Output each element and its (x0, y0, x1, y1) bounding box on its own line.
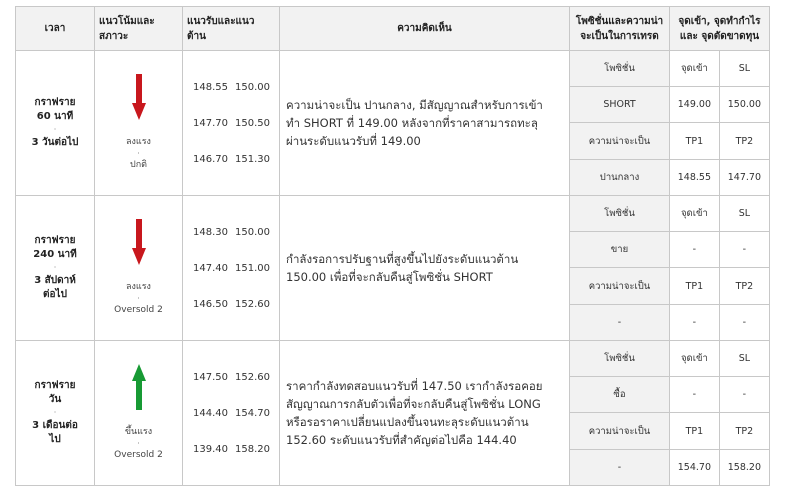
resistance-level: 151.00 (235, 262, 270, 274)
down-arrow-icon (132, 219, 146, 265)
position-label: โพซิชั่น (570, 341, 670, 377)
trend-box (95, 74, 182, 172)
resistance-level: 150.50 (235, 117, 270, 129)
timeframe-cell (16, 196, 95, 341)
comment-line: 150.00 เพื่อที่จะกลับคืนสู่โพซิชั่น SHORT (286, 270, 493, 284)
header-support-resistance: แนวรับและแนว ต้าน (183, 7, 280, 51)
support-level: 147.40 (193, 262, 228, 274)
comment-line: สัญญาณการกลับตัวเพื่อที่จะกลับคืนสู่โพซิชั่น LONG (286, 397, 541, 411)
position-table (570, 196, 769, 340)
support-resistance-cell (183, 196, 280, 341)
comment-cell (280, 196, 570, 341)
position-row (570, 377, 769, 413)
timeframe-cell (16, 51, 95, 196)
position-row (570, 159, 769, 195)
trend-strength: ลงแรง (126, 137, 151, 147)
position-value: - (670, 304, 720, 340)
timeframe-text: 60 นาที (36, 111, 74, 122)
header-position: โพซิชั่นและความน่า จะเป็นในการเทรด (570, 7, 670, 51)
position-value: ขาย (570, 232, 670, 268)
resistance-level: 150.00 (235, 81, 270, 93)
level-pair (193, 395, 279, 431)
position-label: จุดเข้า (670, 51, 720, 87)
position-label: ความน่าจะเป็น (570, 268, 670, 304)
timeframe-text: 240 นาที (33, 249, 77, 260)
position-value: 154.70 (670, 449, 720, 485)
support-level: 139.40 (193, 443, 228, 455)
position-label: TP2 (719, 413, 769, 449)
timeframe-text: 3 วันต่อไป (31, 137, 79, 148)
support-level: 146.50 (193, 298, 228, 310)
comment-cell (280, 341, 570, 486)
position-row (570, 341, 769, 377)
position-value: 158.20 (719, 449, 769, 485)
position-label: ความน่าจะเป็น (570, 413, 670, 449)
trend-box (95, 219, 182, 317)
header-trend: แนวโน้มและ สภาวะ (95, 7, 183, 51)
support-level: 144.40 (193, 407, 228, 419)
timeframe-text: 3 เดือนต่อ (32, 420, 78, 431)
separator-dot: · (53, 263, 57, 272)
header-time: เวลา (16, 7, 95, 51)
timeframe-text: วัน (48, 394, 62, 405)
resistance-level: 154.70 (235, 407, 270, 419)
timeframe-cell (16, 341, 95, 486)
position-label: TP1 (670, 413, 720, 449)
position-value: - (719, 304, 769, 340)
position-value: 149.00 (670, 87, 720, 123)
support-level: 147.70 (193, 117, 228, 129)
separator-dot: · (137, 149, 140, 158)
comment-line: 152.60 ระดับแนวรับที่สำคัญต่อไปคือ 144.40 (286, 433, 517, 447)
position-row (570, 413, 769, 449)
position-value: 148.55 (670, 159, 720, 195)
support-level: 148.30 (193, 226, 228, 238)
position-row (570, 449, 769, 485)
position-label: ความน่าจะเป็น (570, 123, 670, 159)
timeframe-text: กราฟราย (34, 97, 76, 108)
separator-dot: · (53, 125, 57, 134)
position-label: จุดเข้า (670, 341, 720, 377)
comment-line: ความน่าจะเป็น ปานกลาง, มีสัญญาณสำหรับการเข้า (286, 98, 543, 112)
trend-cell (95, 196, 183, 341)
position-cell (570, 51, 770, 196)
position-label: จุดเข้า (670, 196, 720, 232)
position-row (570, 123, 769, 159)
level-pair (193, 359, 279, 395)
trend-cell (95, 341, 183, 486)
support-resistance-cell (183, 341, 280, 486)
comment-line: ทำ SHORT ที่ 149.00 หลังจากที่ราคาสามารถทะลุ (286, 116, 538, 130)
position-row (570, 51, 769, 87)
position-table (570, 51, 769, 195)
resistance-level: 152.60 (235, 371, 270, 383)
position-value: - (570, 304, 670, 340)
position-value: ซื้อ (570, 377, 670, 413)
position-label: TP1 (670, 123, 720, 159)
position-row (570, 304, 769, 340)
level-pair (193, 214, 279, 250)
timeframe-text: กราฟราย (34, 380, 76, 391)
support-level: 147.50 (193, 371, 228, 383)
trend-strength: ลงแรง (126, 282, 151, 292)
timeframe-row (16, 51, 770, 196)
support-resistance-cell (183, 51, 280, 196)
position-value: - (570, 449, 670, 485)
position-label: โพซิชั่น (570, 196, 670, 232)
resistance-level: 151.30 (235, 153, 270, 165)
support-level: 148.55 (193, 81, 228, 93)
timeframe-text: กราฟราย (34, 235, 76, 246)
trend-box (95, 364, 182, 462)
level-pair (193, 286, 279, 322)
resistance-level: 158.20 (235, 443, 270, 455)
up-arrow-icon (132, 364, 146, 410)
position-value: 147.70 (719, 159, 769, 195)
position-row (570, 87, 769, 123)
position-row (570, 268, 769, 304)
position-value: - (719, 377, 769, 413)
position-row (570, 232, 769, 268)
resistance-level: 152.60 (235, 298, 270, 310)
position-label: TP2 (719, 268, 769, 304)
level-pair (193, 105, 279, 141)
position-label: SL (719, 341, 769, 377)
timeframe-text: ต่อไป (43, 289, 67, 300)
separator-dot: · (137, 439, 140, 448)
header-row (16, 7, 770, 51)
position-value: SHORT (570, 87, 670, 123)
header-comment: ความคิดเห็น (280, 7, 570, 51)
timeframe-row (16, 196, 770, 341)
comment-line: หรือรอราคาเปลี่ยนแปลงขึ้นจนทะลุระดับแนวต้าน (286, 415, 529, 429)
resistance-level: 150.00 (235, 226, 270, 238)
position-table (570, 341, 769, 485)
position-label: TP2 (719, 123, 769, 159)
header-entry-tp-sl: จุดเข้า, จุดทำกำไรและ จุดตัดขาดทุน (670, 7, 770, 51)
market-condition: ปกติ (129, 160, 147, 170)
position-value: - (670, 232, 720, 268)
level-pair (193, 431, 279, 467)
timeframe-text: ไป (49, 434, 61, 445)
position-label: SL (719, 51, 769, 87)
down-arrow-icon (132, 74, 146, 120)
market-condition: Oversold 2 (114, 305, 163, 315)
position-value: 150.00 (719, 87, 769, 123)
position-cell (570, 196, 770, 341)
position-value: - (670, 377, 720, 413)
level-pair (193, 69, 279, 105)
position-label: TP1 (670, 268, 720, 304)
position-label: SL (719, 196, 769, 232)
timeframe-row (16, 341, 770, 486)
position-cell (570, 341, 770, 486)
position-value: ปานกลาง (570, 159, 670, 195)
position-label: โพซิชั่น (570, 51, 670, 87)
timeframe-text: 3 สัปดาห์ (34, 275, 76, 286)
trend-cell (95, 51, 183, 196)
comment-line: กำลังรอการปรับฐานที่สูงขึ้นไปยังระดับแนวต้าน (286, 252, 519, 266)
market-condition: Oversold 2 (114, 450, 163, 460)
trading-signals-table (15, 6, 770, 486)
trend-strength: ขึ้นแรง (124, 427, 153, 437)
comment-cell (280, 51, 570, 196)
comment-line: ผ่านระดับแนวรับที่ 149.00 (286, 134, 421, 148)
position-value: - (719, 232, 769, 268)
separator-dot: · (53, 408, 57, 417)
support-level: 146.70 (193, 153, 228, 165)
level-pair (193, 250, 279, 286)
level-pair (193, 141, 279, 177)
comment-line: ราคากำลังทดสอบแนวรับที่ 147.50 เรากำลังรอคอย (286, 379, 543, 393)
position-row (570, 196, 769, 232)
separator-dot: · (137, 294, 140, 303)
